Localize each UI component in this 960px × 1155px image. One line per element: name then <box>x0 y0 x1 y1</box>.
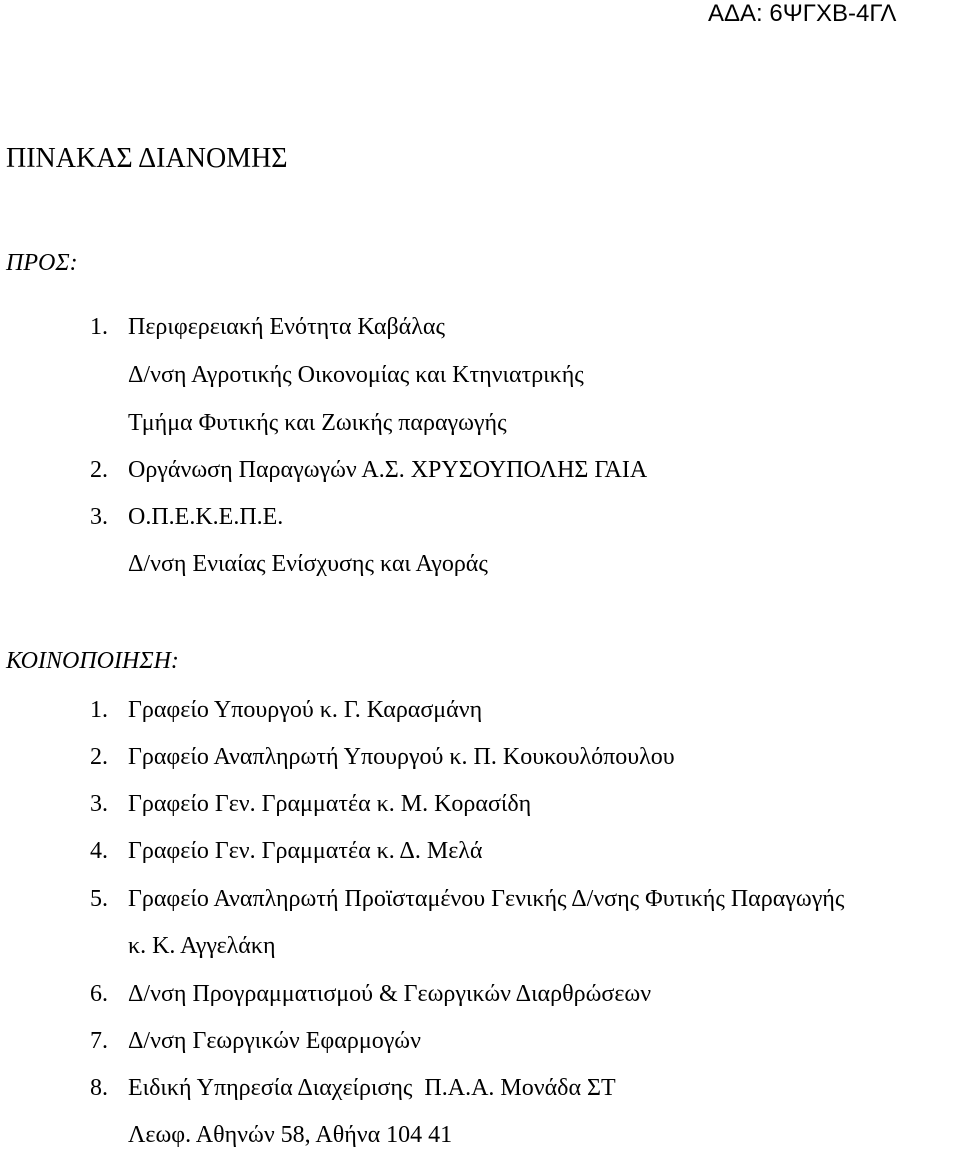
koinopoiisi-item-8-number: 8. <box>90 1075 108 1101</box>
koinopoiisi-item-5-line-1: Γραφείο Αναπληρωτή Προϊσταμένου Γενικής Δ/νσης Φυτικής Παραγωγής <box>128 886 845 912</box>
koinopoiisi-item-6-line-1: Δ/νση Προγραμματισμού & Γεωργικών Διαρθρώσεων <box>128 981 652 1007</box>
koinopoiisi-item-7-line-1: Δ/νση Γεωργικών Εφαρμογών <box>128 1028 421 1054</box>
koinopoiisi-item-1-line-1: Γραφείο Υπουργού κ. Γ. Καρασμάνη <box>128 697 483 723</box>
koinopoiisi-item-2-number: 2. <box>90 744 108 770</box>
koinopoiisi-item-5-line-2: κ. Κ. Αγγελάκη <box>128 933 276 959</box>
koinopoiisi-item-3-line-1: Γραφείο Γεν. Γραμματέα κ. Μ. Κορασίδη <box>128 791 532 817</box>
ada-code: ΑΔΑ: 6ΨΓΧΒ-4ΓΛ <box>708 0 897 27</box>
koinopoiisi-item-8-line-2: Λεωφ. Αθηνών 58, Αθήνα 104 41 <box>128 1122 453 1148</box>
koinopoiisi-item-4-number: 4. <box>90 838 108 864</box>
pros-item-1-number: 1. <box>90 314 108 340</box>
koinopoiisi-item-2-line-1: Γραφείο Αναπληρωτή Υπουργού κ. Π. Κουκουλόπουλου <box>128 744 675 770</box>
koinopoiisi-item-3-number: 3. <box>90 791 108 817</box>
pros-item-3-number: 3. <box>90 504 108 530</box>
pros-item-2-number: 2. <box>90 457 108 483</box>
pros-item-3-line-1: Ο.Π.Ε.Κ.Ε.Π.Ε. <box>128 504 284 530</box>
koinopoiisi-label: ΚΟΙΝΟΠΟΙΗΣΗ: <box>6 648 179 674</box>
koinopoiisi-item-1-number: 1. <box>90 697 108 723</box>
koinopoiisi-item-8-line-1: Ειδική Υπηρεσία Διαχείρισης Π.Α.Α. Μονάδα ΣΤ <box>128 1075 616 1101</box>
pros-item-2-line-1: Οργάνωση Παραγωγών Α.Σ. ΧΡΥΣΟΥΠΟΛΗΣ ΓΑΙΑ <box>128 457 648 483</box>
koinopoiisi-item-5-number: 5. <box>90 886 108 912</box>
koinopoiisi-item-6-number: 6. <box>90 981 108 1007</box>
pros-item-1-line-1: Περιφερειακή Ενότητα Καβάλας <box>128 314 445 340</box>
pros-item-1-line-2: Δ/νση Αγροτικής Οικονομίας και Κτηνιατρικής <box>128 362 584 388</box>
koinopoiisi-item-4-line-1: Γραφείο Γεν. Γραμματέα κ. Δ. Μελά <box>128 838 483 864</box>
koinopoiisi-item-7-number: 7. <box>90 1028 108 1054</box>
pros-item-3-line-2: Δ/νση Ενιαίας Ενίσχυσης και Αγοράς <box>128 551 488 577</box>
pros-item-1-line-3: Τμήμα Φυτικής και Ζωικής παραγωγής <box>128 410 507 436</box>
document-title: ΠΙΝΑΚΑΣ ΔΙΑΝΟΜΗΣ <box>6 143 288 174</box>
pros-label: ΠΡΟΣ: <box>6 250 78 276</box>
